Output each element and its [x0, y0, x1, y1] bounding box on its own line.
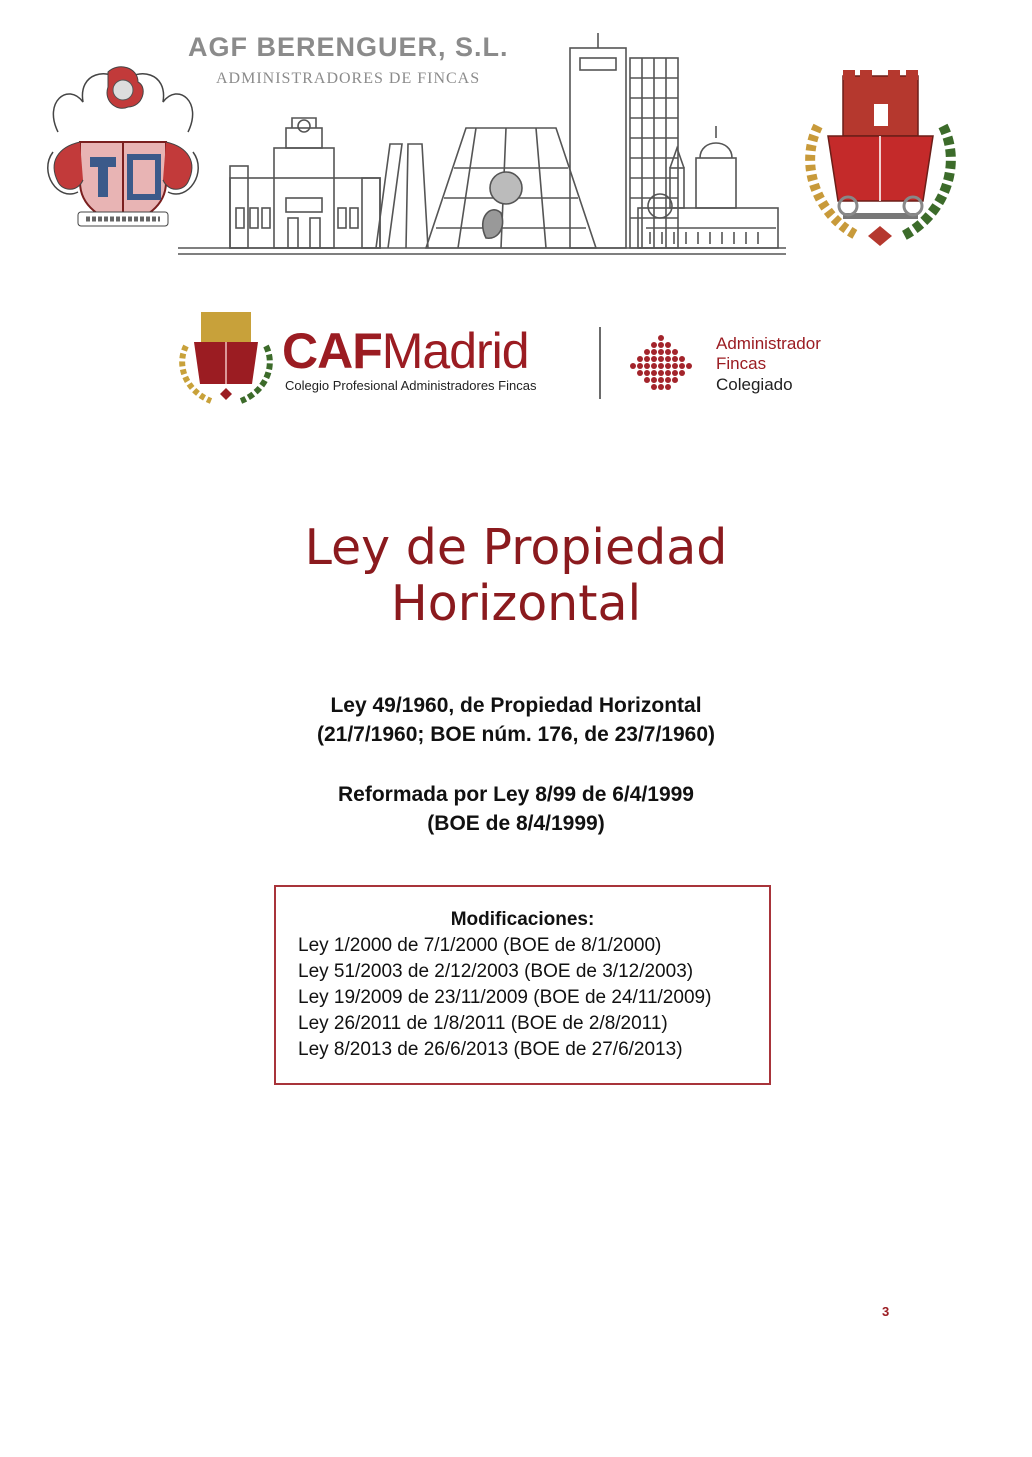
- logo-divider: [599, 327, 601, 399]
- page-number: 3: [882, 1304, 890, 1319]
- modifications-box: [274, 885, 771, 1085]
- title-line-1: Ley de Propiedad: [304, 519, 728, 576]
- caf-madrid-crest-icon: [798, 66, 963, 255]
- caf-madrid-logo-icon: [176, 306, 276, 410]
- reform-line-1: Reformada por Ley 8/99 de 6/4/1999: [337, 783, 694, 806]
- badge-line-colegiado: Colegiado: [716, 375, 793, 394]
- badge-line-administrador: Administrador: [716, 334, 821, 353]
- law-reference-line-1: Ley 49/1960, de Propiedad Horizontal: [330, 694, 702, 717]
- modification-item: Ley 8/2013 de 26/6/2013 (BOE de 27/6/2013): [298, 1039, 683, 1060]
- reform-line-2: (BOE de 8/4/1999): [427, 812, 605, 835]
- modification-item: Ley 26/2011 de 1/8/2011 (BOE de 2/8/2011): [298, 1013, 668, 1034]
- caf-wordmark-bold: CAF: [282, 323, 382, 379]
- madrid-skyline-illustration: [176, 28, 788, 264]
- colegiado-dot-mark-icon: [628, 334, 694, 398]
- modification-item: Ley 19/2009 de 23/11/2009 (BOE de 24/11/2009): [298, 987, 712, 1008]
- caf-tagline: Colegio Profesional Administradores Fincas: [285, 378, 537, 393]
- modification-item: Ley 51/2003 de 2/12/2003 (BOE de 3/12/2003): [298, 961, 694, 982]
- document-title: [0, 520, 1032, 632]
- caf-wordmark-regular: Madrid: [381, 323, 529, 379]
- title-line-2: Horizontal: [390, 575, 642, 632]
- modifications-heading: Modificaciones:: [450, 909, 595, 930]
- badge-line-fincas: Fincas: [716, 354, 767, 373]
- company-subtitle: ADMINISTRADORES DE FINCAS: [216, 70, 481, 87]
- caf-madrid-wordmark: [282, 322, 529, 380]
- law-reference-line-2: (21/7/1960; BOE núm. 176, de 23/7/1960): [316, 723, 716, 746]
- modification-item: Ley 1/2000 de 7/1/2000 (BOE de 8/1/2000): [298, 935, 662, 956]
- company-name: AGF BERENGUER, S.L.: [188, 32, 509, 62]
